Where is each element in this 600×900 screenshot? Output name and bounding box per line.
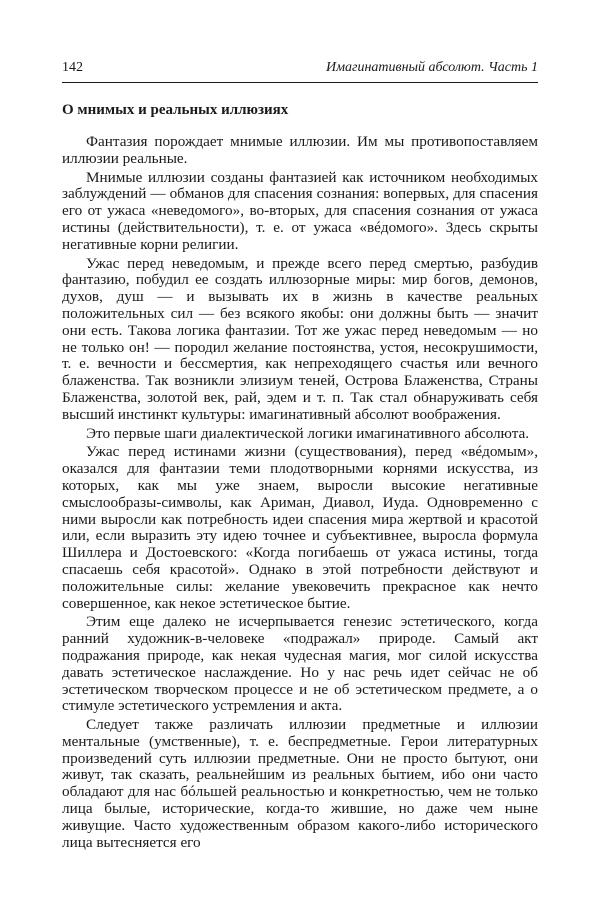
- paragraph: Фантазия порождает мнимые иллюзии. Им мы противопоставляем иллюзии реальные.: [62, 133, 538, 167]
- paragraph: Ужас перед истинами жизни (существования), перед «вéдомым», оказался для фантазии теми плодотворными корнями искусства, из которых, как мы уже знаем, выросли высокие негативные смыслообразы-символы, как Ариман, Диавол, Иуда. Одновременно с ними выросли как потребность идеи спасения мира жертвой и красотой или, если выразить эту идею точнее и субъективнее, выросла формула Шиллера и Достоевского: «Когда погибаешь от ужаса истины, тогда спасаешь себя красотой». Однако в этой потребности действуют и положительные силы: желание увековечить прекрасное как нечто совершенное, как некое эстетическое бытие.: [62, 443, 538, 612]
- section-title: О мнимых и реальных иллюзиях: [62, 102, 289, 118]
- running-title: Имагинативный абсолют. Часть 1: [325, 60, 538, 75]
- paragraph: Следует также различать иллюзии предметные и иллюзии ментальные (умственные), т. е. беспредметные. Герои литературных произведений суть иллюзии предметные. Они не просто бытуют, они живут, так сказать, реальнейшим из реальных бытием, ибо они часто обладают для нас бóльшей реальностью и конкретностью, чем не только лица былые, исторические, когда-то жившие, но даже чем ныне живущие. Часто художественным образом какого-либо исторического лица вытесняется его: [62, 716, 538, 851]
- paragraph: Это первые шаги диалектической логики имагинативного абсолюта.: [86, 424, 530, 442]
- page-header: [62, 58, 538, 78]
- book-page: [62, 58, 538, 858]
- paragraph: Мнимые иллюзии созданы фантазией как источником необходимых заблуждений — обманов для спасения сознания: вопервых, для спасения его от ужаса «неведомого», во-вторых, для спасения сознания от ужаса истины (действительности), т. е. от ужаса «вéдомого». Здесь скрыты негативные корни религии.: [62, 168, 538, 253]
- header-rule: [62, 82, 538, 83]
- body-text: [62, 134, 538, 851]
- paragraph: Ужас перед неведомым, и прежде всего перед смертью, разбудив фантазию, побудил ее создать иллюзорные миры: мир богов, демонов, духов, душ — и вызывать их в жизнь в качестве реальных положительных сил — без всякого якобы: они должны быть — значит они есть. Такова логика фантазии. Тот же ужас перед неведомым — но не только он! — породил желание постоянства, устоя, несокрушимости, т. е. вечности и бессмертия, как непреходящего счастья или вечного блаженства. Так возникли элизиум теней, Острова Блаженства, Страны Блаженства, золотой век, рай, эдем и т. п. Так стал обнаруживать себя высший инстинкт культуры: имагинативный абсолют воображения.: [62, 254, 538, 423]
- paragraph: Этим еще далеко не исчерпывается генезис эстетического, когда ранний художник-в-человеке «подражал» природе. Самый акт подражания природе, как некая чудесная магия, мог силой искусства давать эстетическое наслаждение. Но у нас речь идет сейчас не об эстетическом творческом процессе и не об эстетическом предмете, а о стимуле эстетического устремления и акта.: [62, 613, 538, 715]
- page-number: 142: [62, 60, 83, 75]
